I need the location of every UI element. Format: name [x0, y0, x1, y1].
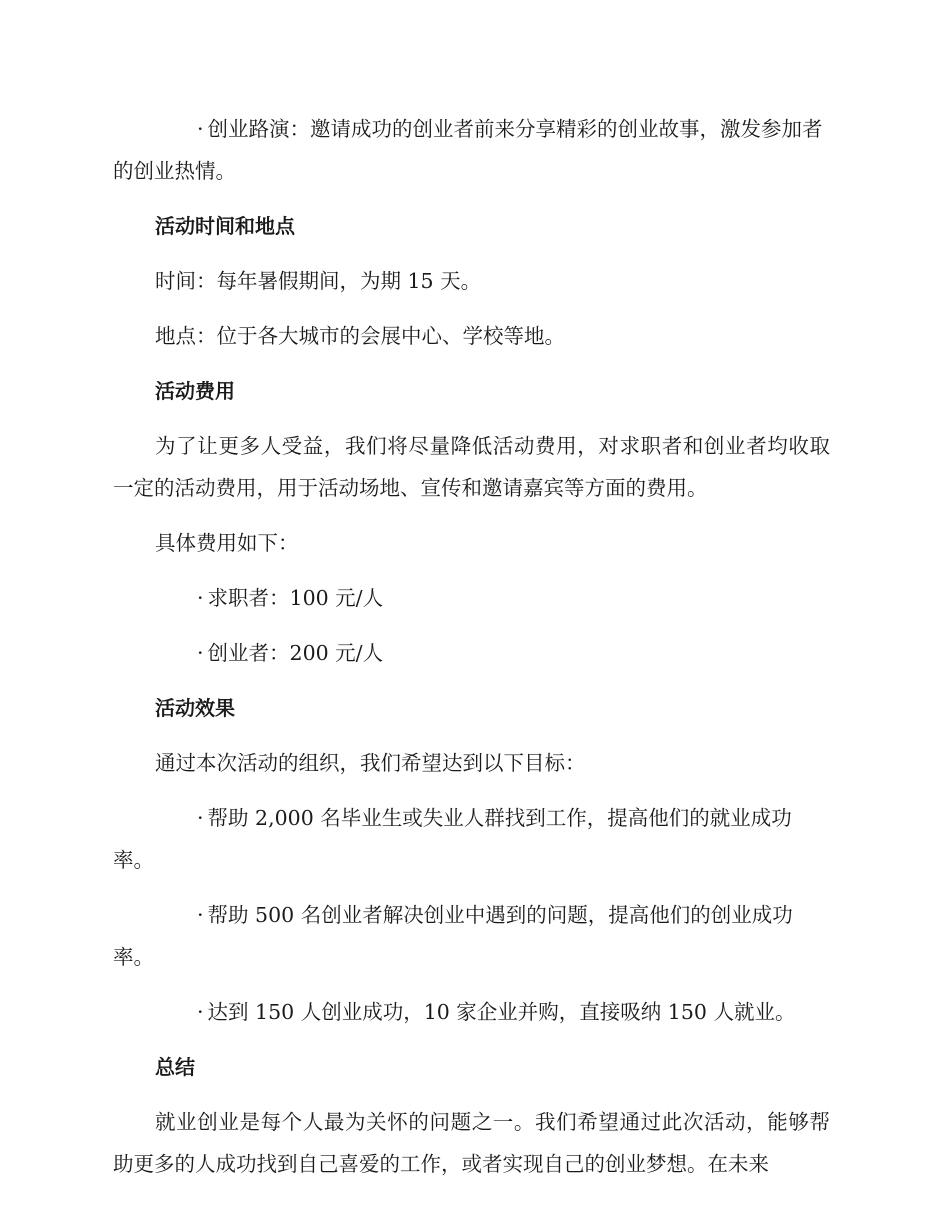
fee-item-jobseeker: [113, 577, 830, 619]
bullet-dot-icon: ·: [197, 1000, 204, 1024]
bullet-dot-icon: ·: [197, 117, 204, 141]
roadshow-bullet-item: [113, 108, 830, 192]
effect-item-success: [113, 991, 830, 1033]
time-place-heading: 活动时间和地点: [155, 214, 295, 238]
summary-heading: 总结: [155, 1055, 195, 1079]
bullet-dot-icon: ·: [197, 586, 204, 610]
effect-intro-paragraph: 通过本次活动的组织，我们希望达到以下目标：: [155, 751, 586, 775]
fee-item-text: 求职者：100 元/人: [207, 586, 384, 610]
effect-item-text: 帮助 2,000 名毕业生或失业人群找到工作，提高他们的就业成功率。: [113, 806, 792, 872]
bullet-dot-icon: ·: [197, 806, 204, 830]
fee-detail-label: 具体费用如下：: [155, 531, 299, 555]
effect-item-graduates: [113, 797, 830, 881]
effect-heading: 活动效果: [155, 696, 235, 720]
fee-item-entrepreneur: [113, 632, 830, 674]
place-paragraph: 地点：位于各大城市的会展中心、学校等地。: [155, 324, 565, 348]
summary-paragraph: 就业创业是每个人最为关怀的问题之一。我们希望通过此次活动，能够帮助更多的人成功找到自己喜爱的工作，或者实现自己的创业梦想。在未来: [113, 1110, 830, 1176]
roadshow-text: 创业路演：邀请成功的创业者前来分享精彩的创业故事，激发参加者的创业热情。: [113, 117, 823, 183]
effect-item-text: 帮助 500 名创业者解决创业中遇到的问题，提高他们的创业成功率。: [113, 903, 793, 969]
fee-intro-paragraph: 为了让更多人受益，我们将尽量降低活动费用，对求职者和创业者均收取一定的活动费用，用于活动场地、宣传和邀请嘉宾等方面的费用。: [113, 434, 830, 500]
fee-heading: 活动费用: [155, 379, 235, 403]
effect-item-text: 达到 150 人创业成功，10 家企业并购，直接吸纳 150 人就业。: [207, 1000, 796, 1024]
bullet-dot-icon: ·: [197, 903, 204, 927]
effect-item-entrepreneurs: [113, 894, 830, 978]
time-paragraph: 时间：每年暑假期间，为期 15 天。: [155, 269, 482, 293]
bullet-dot-icon: ·: [197, 641, 204, 665]
fee-item-text: 创业者：200 元/人: [207, 641, 384, 665]
